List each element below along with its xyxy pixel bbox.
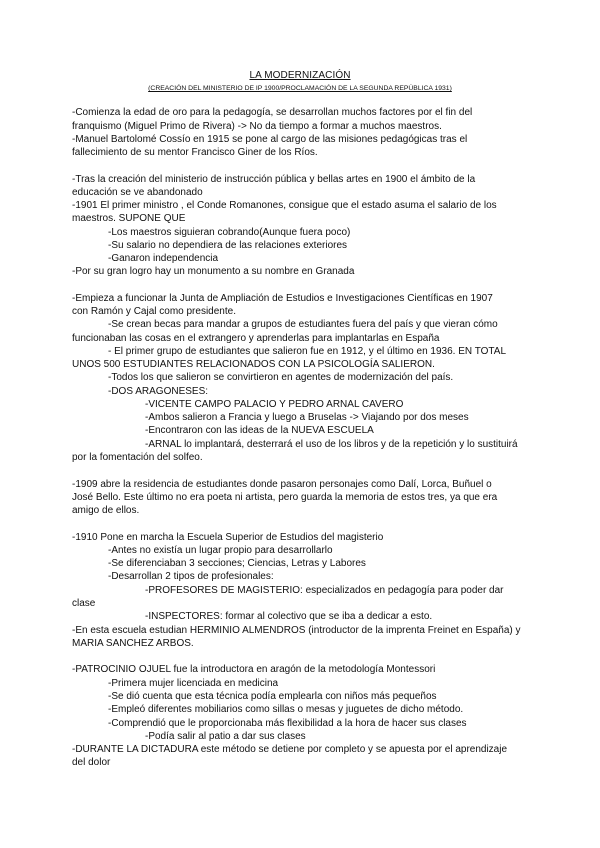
- page-title: LA MODERNIZACIÓN: [249, 70, 351, 81]
- text-line: -Empieza a funcionar la Junta de Ampliación de Estudios e Investigaciones Científicas en 1907: [72, 293, 493, 304]
- text-line: -Desarrollan 2 tipos de profesionales:: [108, 571, 274, 582]
- text-line: -Comprendió que le proporcionaba más flexibilidad a la hora de hacer sus clases: [108, 718, 467, 729]
- text-line: -Primera mujer licenciada en medicina: [108, 678, 279, 689]
- text-line: -INSPECTORES: formar al colectivo que se iba a dedicar a esto.: [145, 611, 433, 622]
- text-line: -Ambos salieron a Francia y luego a Bruselas -> Viajando por dos meses: [145, 412, 469, 423]
- page-subtitle: (CREACIÓN DEL MINISTERIO DE IP 1900/PROCLAMACIÓN DE LA SEGUNDA REPÚBLICA 1931): [148, 85, 452, 92]
- text-line: fallecimiento de su mentor Francisco Giner de los Ríos.: [72, 147, 318, 158]
- text-line: franquismo (Miguel Primo de Rivera) -> No da tiempo a formar a muchos maestros.: [72, 121, 442, 132]
- text-line: -Empleó diferentes mobiliarios como sillas o mesas y juguetes de dicho método.: [108, 704, 464, 715]
- text-line: -Su salario no dependiera de las relaciones exteriores: [108, 240, 348, 251]
- text-line: -PATROCINIO OJUEL fue la introductora en aragón de la metodología Montessori: [72, 664, 436, 675]
- text-line: -ARNAL lo implantará, desterrará el uso de los libros y de la repetición y lo sustituirá: [145, 439, 518, 450]
- text-line: -Por su gran logro hay un monumento a su nombre en Granada: [72, 266, 355, 277]
- text-line: -PROFESORES DE MAGISTERIO: especializados en pedagogía para poder dar: [145, 585, 504, 596]
- text-line: -1909 abre la residencia de estudiantes donde pasaron personajes como Dalí, Lorca, Buñuel o: [72, 479, 492, 490]
- text-line: - El primer grupo de estudiantes que salieron fue en 1912, y el último en 1936. EN TOTAL: [108, 346, 507, 357]
- text-line: UNOS 500 ESTUDIANTES RELACIONADOS CON LA PSICOLOGÍA SALIERON.: [72, 359, 435, 370]
- text-line: amigo de ellos.: [72, 505, 140, 516]
- text-line: -Todos los que salieron se convirtieron en agentes de modernización del país.: [108, 372, 454, 383]
- text-line: con Ramón y Cajal como presidente.: [72, 306, 236, 317]
- text-line: clase: [72, 598, 96, 609]
- text-line: funcionaban las cosas en el extrangero y aprenderlas para implantarlas en España: [72, 333, 440, 344]
- text-line: -Manuel Bartolomé Cossío en 1915 se pone al cargo de las misiones pedagógicas tras el: [72, 134, 468, 145]
- text-line: -Comienza la edad de oro para la pedagogía, se desarrollan muchos factores por el fin del: [72, 107, 473, 118]
- text-line: por la fomentación del solfeo.: [72, 452, 203, 463]
- text-line: -Antes no existía un lugar propio para desarrollarlo: [108, 545, 333, 556]
- text-line: -En esta escuela estudian HERMINIO ALMENDROS (introductor de la imprenta Freinet en España) y: [72, 625, 521, 636]
- text-line: -Ganaron independencia: [108, 253, 219, 264]
- text-line: -Se diferenciaban 3 secciones; Ciencias, Letras y Labores: [108, 558, 366, 569]
- text-line: -1910 Pone en marcha la Escuela Superior de Estudios del magisterio: [72, 532, 384, 543]
- text-line: maestros. SUPONE QUE: [72, 213, 186, 224]
- text-line: educación se ve abandonado: [72, 187, 203, 198]
- text-line: -1901 El primer ministro , el Conde Romanones, consigue que el estado asuma el salario de los: [72, 200, 497, 211]
- text-line: -DOS ARAGONESES:: [108, 386, 209, 397]
- text-line: -Se crean becas para mandar a grupos de estudiantes fuera del país y que vieran cómo: [108, 319, 498, 330]
- text-line: -Podía salir al patio a dar sus clases: [145, 731, 306, 742]
- text-line: -VICENTE CAMPO PALACIO Y PEDRO ARNAL CAVERO: [145, 399, 404, 410]
- text-line: -Encontraron con las ideas de la NUEVA ESCUELA: [145, 425, 374, 436]
- text-line: MARIA SANCHEZ ARBOS.: [72, 638, 194, 649]
- text-line: -Los maestros siguieran cobrando(Aunque fuera poco): [108, 227, 351, 238]
- text-line: del dolor: [72, 757, 111, 768]
- text-line: -DURANTE LA DICTADURA este método se detiene por completo y se apuesta por el aprendizaje: [72, 744, 508, 755]
- text-line: -Tras la creación del ministerio de instrucción pública y bellas artes en 1900 el ámbito de la: [72, 174, 476, 185]
- text-line: -Se dió cuenta que esta técnica podía emplearla con niños más pequeños: [108, 691, 437, 702]
- text-line: José Bello. Este último no era poeta ni artista, pero guarda la memoria de estos tres, ya que era: [72, 492, 498, 503]
